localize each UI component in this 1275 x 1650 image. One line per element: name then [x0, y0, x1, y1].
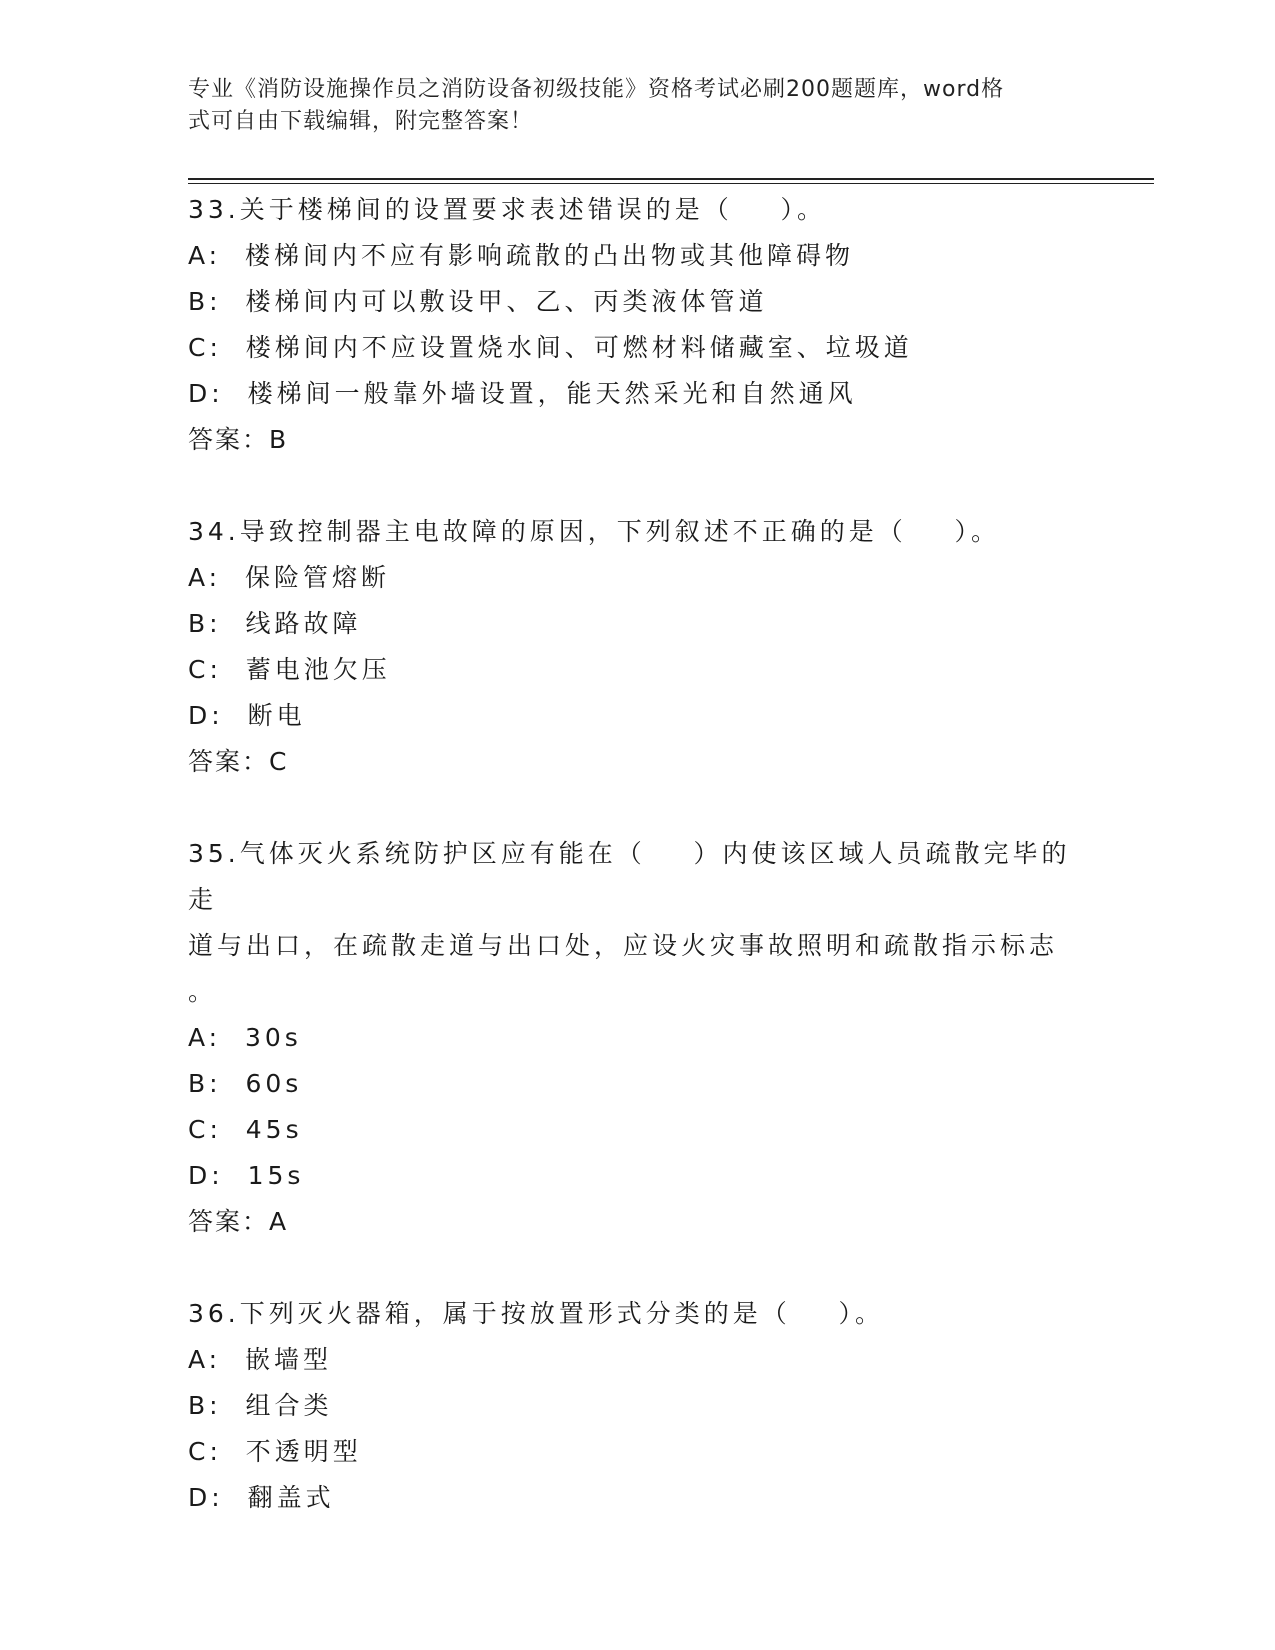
header-divider-thick	[188, 178, 1154, 180]
option-c: C: 蓄电池欠压	[188, 655, 391, 684]
option-b: B: 线路故障	[188, 609, 362, 638]
option-b: B: 组合类	[188, 1391, 333, 1420]
answer-label: 答案：C	[188, 747, 289, 776]
answer-label: 答案：A	[188, 1207, 289, 1236]
option-d: D: 断电	[188, 701, 306, 730]
option-d: D: 翻盖式	[188, 1483, 335, 1512]
document-header	[188, 74, 1068, 138]
question-33	[188, 187, 1088, 463]
question-34	[188, 509, 1088, 785]
option-a: A: 楼梯间内不应有影响疏散的凸出物或其他障碍物	[188, 241, 854, 270]
option-c: C: 45s	[188, 1115, 303, 1144]
question-stem: 36.下列灭火器箱，属于按放置形式分类的是（ ）。	[188, 1299, 885, 1328]
option-b: B: 60s	[188, 1069, 303, 1098]
header-divider-thin	[188, 183, 1154, 184]
question-35	[188, 831, 1088, 1245]
header-line-2: 式可自由下载编辑，附完整答案！	[188, 109, 534, 134]
question-stem: 33.关于楼梯间的设置要求表述错误的是（ ）。	[188, 195, 827, 224]
question-stem-line-1: 35.气体灭火系统防护区应有能在（ ）内使该区域人员疏散完毕的走	[188, 839, 1071, 914]
question-stem-line-3: 。	[188, 977, 218, 1006]
question-list	[188, 187, 1088, 1521]
option-b: B: 楼梯间内可以敷设甲、乙、丙类液体管道	[188, 287, 768, 316]
option-a: A: 嵌墙型	[188, 1345, 332, 1374]
question-stem-line-2: 道与出口，在疏散走道与出口处，应设火灾事故照明和疏散指示标志	[188, 931, 1059, 960]
option-d: D: 15s	[188, 1161, 305, 1190]
option-a: A: 30s	[188, 1023, 302, 1052]
header-line-1: 专业《消防设施操作员之消防设备初级技能》资格考试必刷200题题库，word格	[188, 77, 1005, 102]
option-c: C: 不透明型	[188, 1437, 362, 1466]
answer-label: 答案：B	[188, 425, 289, 454]
option-a: A: 保险管熔断	[188, 563, 390, 592]
option-d: D: 楼梯间一般靠外墙设置，能天然采光和自然通风	[188, 379, 857, 408]
question-stem: 34.导致控制器主电故障的原因，下列叙述不正确的是（ ）。	[188, 517, 1001, 546]
question-36	[188, 1291, 1088, 1521]
option-c: C: 楼梯间内不应设置烧水间、可燃材料储藏室、垃圾道	[188, 333, 913, 362]
